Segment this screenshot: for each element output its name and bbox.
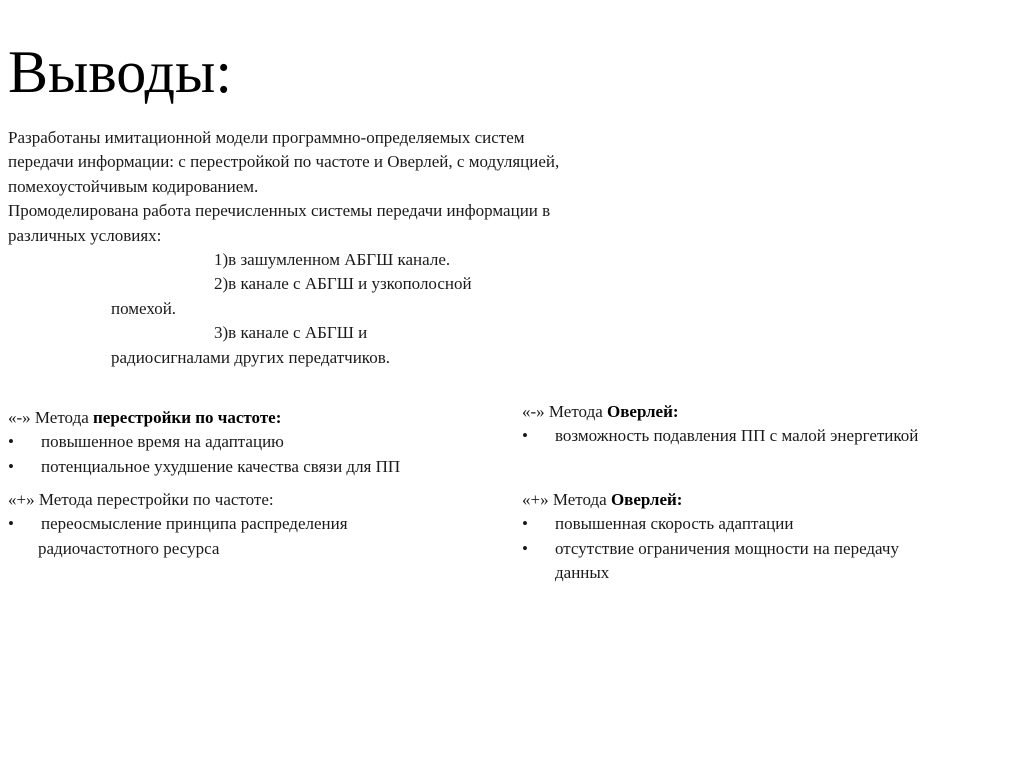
list-item-text: возможность подавления ПП с малой энергетикой	[555, 426, 919, 446]
condition-3-continuation: радиосигналами других передатчиков.	[111, 347, 390, 367]
heading-prefix: «-» Метода	[8, 408, 94, 427]
freq-hopping-cons	[8, 406, 400, 479]
bullet-icon: •	[522, 538, 528, 558]
list-item-text: повышенное время на адаптацию	[41, 432, 284, 452]
overlay-pros	[522, 488, 899, 586]
overlay-pros-heading	[522, 488, 899, 512]
intro-line: помехоустойчивым кодированием.	[8, 176, 259, 196]
list-item	[522, 512, 899, 536]
condition-2: 2)в канале с АБГШ и узкополосной	[214, 274, 472, 294]
list-item	[8, 455, 400, 479]
condition-3: 3)в канале с АБГШ и	[214, 323, 368, 343]
condition-1: 1)в зашумленном АБГШ канале.	[214, 250, 451, 270]
list-item-continuation: радиочастотного ресурса	[38, 538, 220, 558]
freq-hopping-pros	[8, 488, 348, 561]
list-item-text: переосмысление принципа распределения	[41, 514, 348, 534]
heading-method: перестройки по частоте:	[93, 408, 282, 427]
heading-prefix: «-» Метода	[522, 402, 608, 421]
list-item-text: потенциальное ухудшение качества связи для ПП	[41, 456, 401, 476]
bullet-icon: •	[8, 514, 14, 534]
overlay-cons	[522, 400, 918, 449]
intro-line: передачи информации: с перестройкой по частоте и Оверлей, с модуляцией,	[8, 152, 560, 172]
intro-paragraph	[8, 126, 708, 370]
bullet-icon: •	[8, 456, 14, 476]
list-item	[522, 424, 918, 448]
list-item-text: повышенная скорость адаптации	[555, 514, 794, 534]
slide-title: Выводы:	[8, 39, 233, 105]
intro-line: различных условиях:	[8, 225, 162, 245]
intro-line: Промоделирована работа перечисленных системы передачи информации в	[8, 201, 551, 221]
overlay-cons-heading	[522, 400, 918, 424]
bullet-icon: •	[522, 426, 528, 446]
list-item	[522, 537, 899, 561]
freq-hopping-pros-heading: «+» Метода перестройки по частоте:	[8, 490, 274, 509]
list-item-continuation: данных	[555, 563, 610, 583]
list-item	[8, 512, 348, 536]
heading-method: Оверлей:	[607, 402, 679, 421]
intro-line: Разработаны имитационной модели программно-определяемых систем	[8, 128, 525, 147]
bullet-icon: •	[8, 432, 14, 452]
condition-2-continuation: помехой.	[111, 298, 177, 318]
heading-method: Оверлей:	[610, 490, 683, 509]
heading-prefix: «+» Метода	[522, 490, 611, 509]
list-item	[8, 430, 400, 454]
bullet-icon: •	[522, 514, 528, 534]
list-item-text: отсутствие ограничения мощности на передачу	[555, 538, 899, 558]
freq-hopping-cons-heading	[8, 406, 400, 430]
